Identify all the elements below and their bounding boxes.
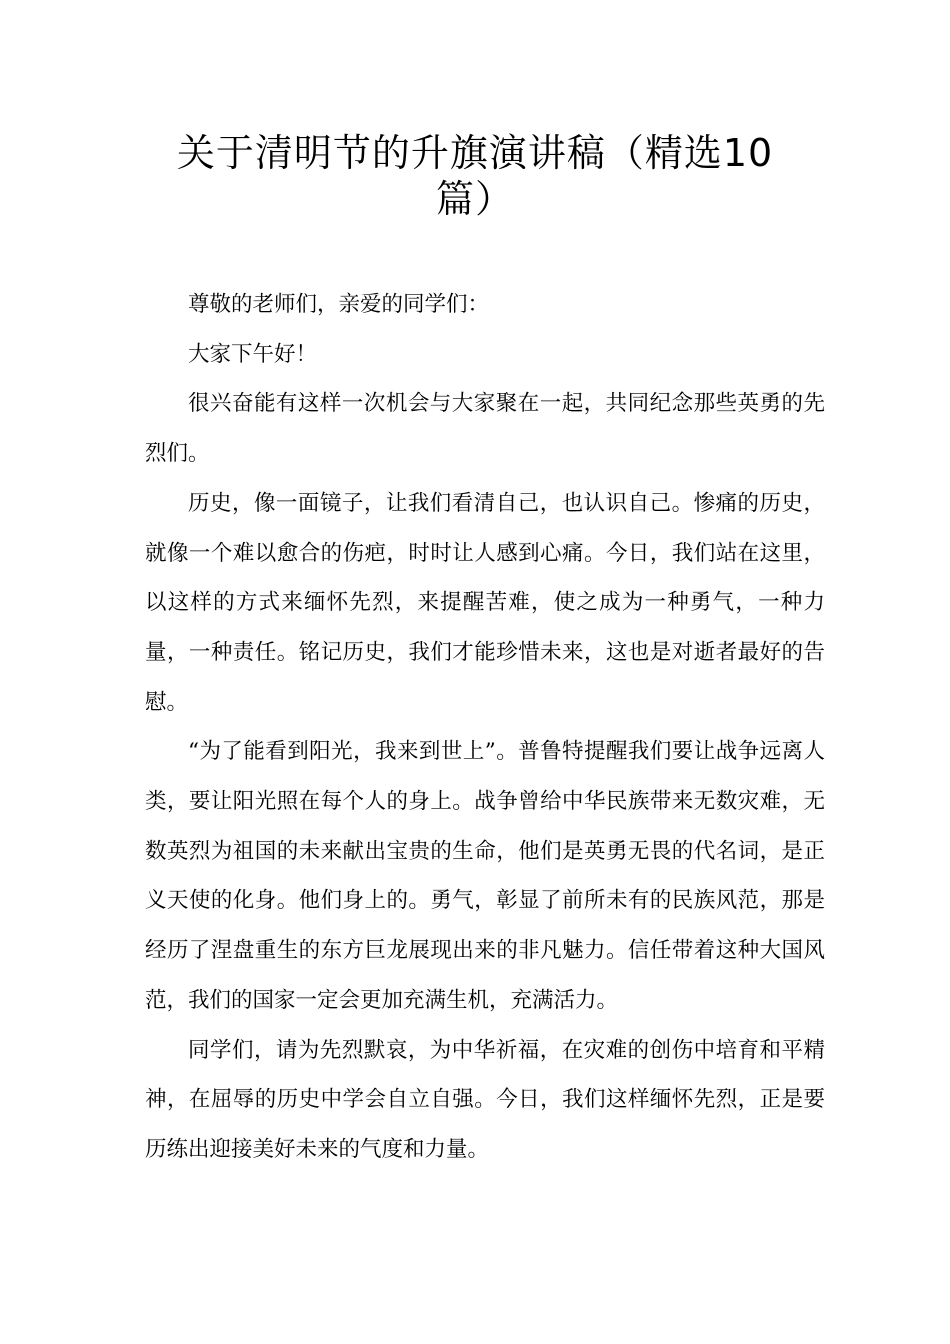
body-paragraph: “为了能看到阳光，我来到世上”。普鲁特提醒我们要让战争远离人类，要让阳光照在每个人的身上。战争曾给中华民族带来无数灾难，无数英烈为祖国的未来献出宝贵的生命，他们是英勇无畏的代名词，是正义天使的化身。他们身上的。勇气，彰显了前所未有的民族风范，那是经历了涅盘重生的东方巨龙展现出来的非凡魅力。信任带着这种大国风范，我们的国家一定会更加充满生机，充满活力。 [145, 739, 825, 1013]
body-paragraph: 很兴奋能有这样一次机会与大家聚在一起，共同纪念那些英勇的先烈们。 [145, 391, 825, 467]
document-body [145, 280, 825, 1175]
title-line-2: 篇） [435, 177, 514, 221]
salutation: 尊敬的老师们，亲爱的同学们： [188, 292, 490, 317]
body-paragraph: 同学们，请为先烈默哀，为中华祈福，在灾难的创伤中培育和平精神，在屈辱的历史中学会自立自强。今日，我们这样缅怀先烈，正是要历练出迎接美好未来的气度和力量。 [145, 1037, 825, 1162]
body-paragraph: 历史，像一面镜子，让我们看清自己，也认识自己。惨痛的历史，就像一个难以愈合的伤疤，时时让人感到心痛。今日，我们站在这里，以这样的方式来缅怀先烈，来提醒苦难，使之成为一种勇气，一种力量，一种责任。铭记历史，我们才能珍惜未来，这也是对逝者最好的告慰。 [145, 490, 825, 715]
greeting: 大家下午好！ [188, 341, 318, 367]
title-line-1: 关于清明节的升旗演讲稿（精选10 [176, 131, 774, 175]
document-title [140, 130, 810, 222]
